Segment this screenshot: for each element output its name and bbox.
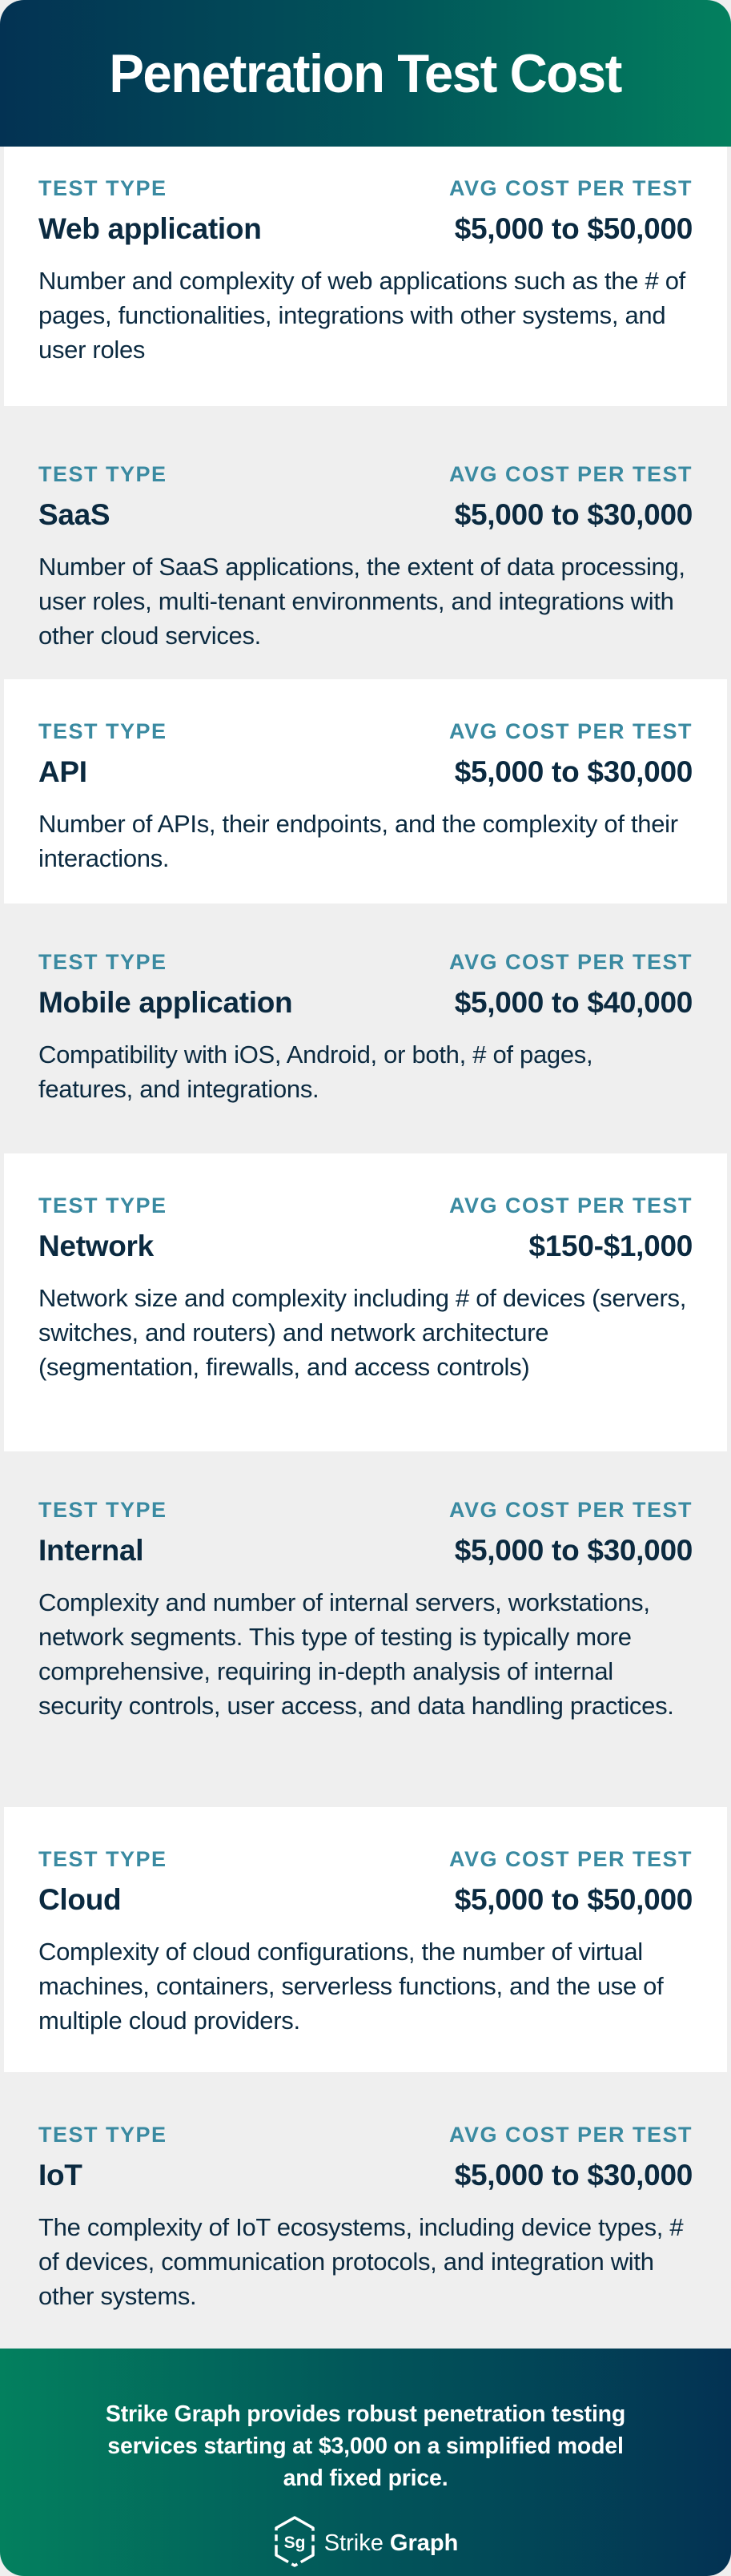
value-row (38, 1534, 693, 1568)
test-card-internal (0, 1451, 731, 1807)
test-card-api (4, 679, 727, 904)
test-type-name: Mobile application (38, 986, 293, 1019)
test-description: Number of APIs, their endpoints, and the complexity of their interactions. (38, 810, 678, 872)
logo-wordmark (324, 2530, 459, 2557)
label-row (38, 719, 693, 744)
label-row (38, 2123, 693, 2147)
test-type-label: TEST TYPE (38, 1847, 167, 1871)
test-description: Network size and complexity including # of devices (servers, switches, and routers) and network architecture (segmentation, firewalls, and access controls) (38, 1284, 687, 1381)
test-type-label: TEST TYPE (38, 1193, 167, 1218)
test-description: Number and complexity of web applications such as the # of pages, functionalities, integrations with other systems, and user roles (38, 267, 685, 364)
avg-cost-label: AVG COST PER TEST (448, 1193, 693, 1218)
label-row (38, 462, 693, 487)
test-description: Number of SaaS applications, the extent of data processing, user roles, multi-tenant environments, and integrations with other cloud services. (38, 553, 685, 650)
test-cost: $5,000 to $50,000 (454, 1883, 693, 1916)
avg-cost-label: AVG COST PER TEST (448, 1847, 693, 1871)
value-row (38, 1883, 693, 1917)
test-type-name: SaaS (38, 498, 110, 531)
test-cost: $5,000 to $30,000 (454, 1534, 693, 1567)
test-cost: $5,000 to $50,000 (454, 212, 693, 245)
label-row (38, 176, 693, 201)
test-type-name: Web application (38, 212, 262, 245)
test-cost: $5,000 to $40,000 (454, 986, 693, 1019)
test-card-saas (0, 406, 731, 679)
test-type-label: TEST TYPE (38, 2123, 167, 2147)
avg-cost-label: AVG COST PER TEST (448, 2123, 693, 2147)
test-cost: $5,000 to $30,000 (454, 755, 693, 788)
test-cost: $5,000 to $30,000 (454, 2159, 693, 2192)
test-type-label: TEST TYPE (38, 462, 167, 486)
test-type-label: TEST TYPE (38, 1498, 167, 1522)
label-row (38, 1847, 693, 1872)
test-cost: $150-$1,000 (528, 1230, 693, 1262)
test-type-name: Network (38, 1230, 154, 1262)
value-row (38, 498, 693, 532)
value-row (38, 755, 693, 789)
test-type-name: IoT (38, 2159, 82, 2192)
value-row (38, 1230, 693, 1263)
test-description: The complexity of IoT ecosystems, including device types, # of devices, communication protocols, and integration with other systems. (38, 2213, 684, 2310)
page-title: Penetration Test Cost (109, 42, 622, 104)
label-row (38, 1498, 693, 1523)
header-banner (0, 0, 731, 147)
avg-cost-label: AVG COST PER TEST (448, 719, 693, 743)
value-row (38, 986, 693, 1020)
test-cost: $5,000 to $30,000 (454, 498, 693, 531)
logo-name-bold: Graph (389, 2530, 459, 2556)
avg-cost-label: AVG COST PER TEST (448, 1498, 693, 1522)
strike-graph-logo (0, 2515, 731, 2572)
test-card-web-application (4, 147, 727, 406)
label-row (38, 1193, 693, 1218)
logo-name-light: Strike (323, 2530, 384, 2556)
footer-banner (0, 2349, 731, 2576)
test-type-label: TEST TYPE (38, 719, 167, 743)
test-type-name: API (38, 755, 87, 788)
test-type-name: Internal (38, 1534, 144, 1567)
test-card-iot (0, 2072, 731, 2349)
test-description: Complexity of cloud configurations, the number of virtual machines, containers, serverless functions, and the use of multiple cloud providers. (38, 1938, 664, 2035)
avg-cost-label: AVG COST PER TEST (448, 950, 693, 974)
value-row (38, 2159, 693, 2192)
test-type-label: TEST TYPE (38, 950, 167, 974)
label-row (38, 950, 693, 975)
test-type-label: TEST TYPE (38, 176, 167, 200)
svg-text:Sg: Sg (283, 2534, 306, 2552)
test-card-network (4, 1153, 727, 1451)
avg-cost-label: AVG COST PER TEST (448, 462, 693, 486)
value-row (38, 212, 693, 246)
footer-promo-text: Strike Graph provides robust penetration testing services starting at $3,000 on a simplified model and fixed price. (105, 2401, 626, 2491)
test-description: Compatibility with iOS, Android, or both, # of pages, features, and integrations. (38, 1040, 593, 1103)
hexagon-logo-icon (273, 2515, 316, 2572)
test-type-name: Cloud (38, 1883, 122, 1916)
avg-cost-label: AVG COST PER TEST (448, 176, 693, 200)
test-card-cloud (4, 1807, 727, 2072)
test-card-mobile-application (0, 904, 731, 1153)
test-description: Complexity and number of internal servers, workstations, network segments. This type of testing is typically more comprehensive, requiring in-depth analysis of internal security controls, user access, and data handling practices. (38, 1588, 674, 1720)
